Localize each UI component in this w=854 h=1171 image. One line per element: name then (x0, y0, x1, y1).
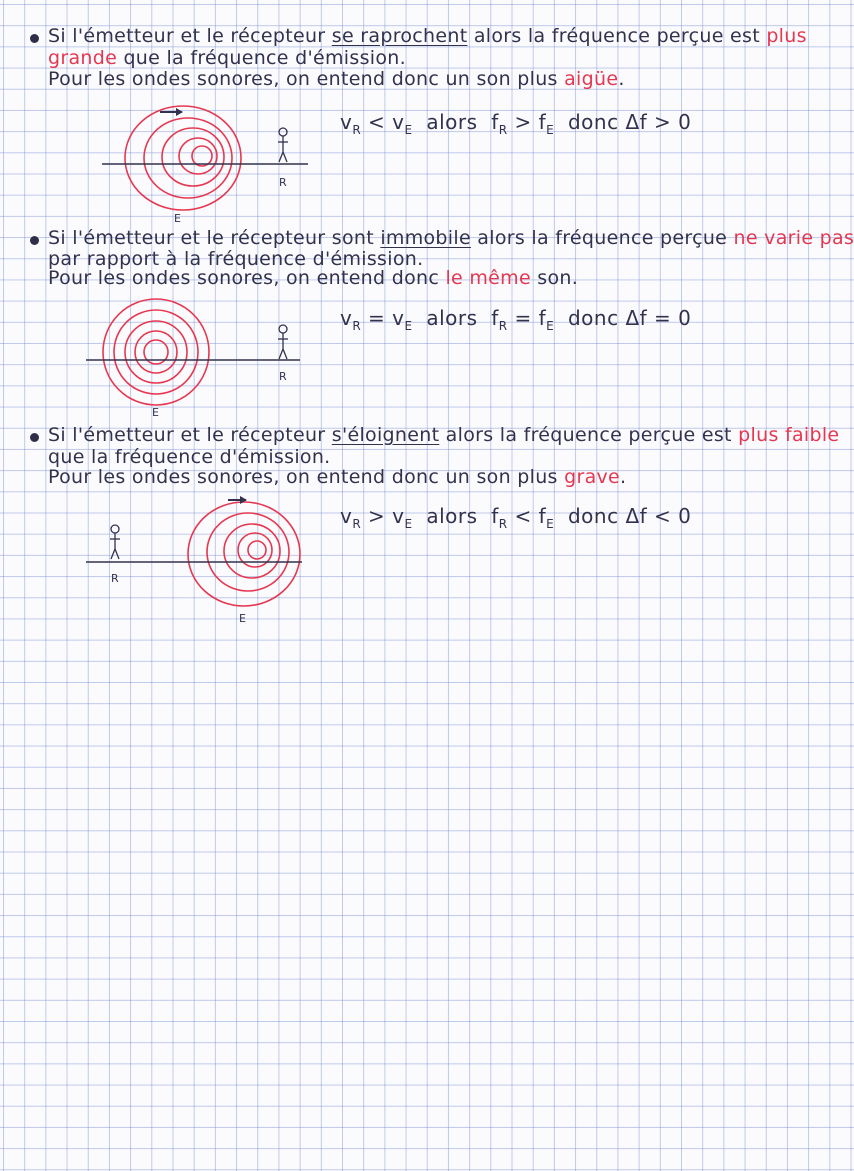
wavefront-rings (125, 106, 241, 210)
highlight-red: grande (48, 47, 118, 69)
bullet-point (30, 34, 39, 43)
text-line: Pour les ondes sonores, on entend donc le même son. (48, 267, 579, 289)
wave-ring (248, 541, 266, 559)
doppler-diagram-recede (82, 490, 322, 625)
highlight-red: le même (445, 267, 531, 289)
text-line: que la fréquence d'émission. (48, 446, 331, 468)
doppler-diagram-approach (90, 100, 330, 225)
wavefront-rings (103, 299, 209, 405)
receiver-person-icon (278, 325, 288, 359)
text-line: Pour les ondes sonores, on entend donc un son plus grave. (48, 466, 627, 488)
underlined-term: se raprochent (331, 25, 468, 47)
highlight-red: ne varie pas (733, 227, 854, 249)
receiver-label: R (279, 370, 287, 383)
text-line: Pour les ondes sonores, on entend donc un son plus aigüe. (48, 68, 625, 90)
bullet-point (30, 433, 39, 442)
doppler-formula: $v_R > v_E$ alors $f_R < f_E$ donc Δf < 0 (340, 504, 692, 531)
wave-ring (135, 331, 177, 373)
text-line: Si l'émetteur et le récepteur sont immobile alors la fréquence perçue ne varie pas (48, 227, 854, 249)
highlight-red: plus (766, 25, 807, 47)
doppler-diagram-immobile (82, 296, 322, 421)
doppler-formula: $v_R = v_E$ alors $f_R = f_E$ donc Δf = 0 (340, 306, 692, 333)
emitter-label: E (152, 406, 159, 419)
receiver-person-icon (110, 525, 120, 559)
text-line: grande que la fréquence d'émission. (48, 47, 406, 69)
text-line: Si l'émetteur et le récepteur s'éloignent alors la fréquence perçue est plus faible (48, 424, 840, 446)
wave-ring (114, 310, 198, 394)
emitter-label: E (239, 612, 246, 625)
highlight-red: grave (564, 466, 621, 488)
wave-ring (103, 299, 209, 405)
wave-ring (162, 128, 224, 186)
highlight-red: aigüe (564, 68, 619, 90)
text-line: Si l'émetteur et le récepteur se raprochent alors la fréquence perçue est plus (48, 25, 807, 47)
bullet-point (30, 236, 39, 245)
receiver-label: R (279, 176, 287, 189)
wave-ring (192, 146, 212, 166)
wavefront-rings (188, 502, 300, 606)
underlined-term: s'éloignent (331, 424, 440, 446)
text-line: par rapport à la fréquence d'émission. (48, 248, 424, 270)
highlight-red: plus faible (738, 424, 840, 446)
receiver-person-icon (278, 128, 288, 162)
emitter-label: E (174, 212, 181, 225)
underlined-term: immobile (380, 227, 471, 249)
receiver-label: R (111, 572, 119, 585)
doppler-formula: $v_R < v_E$ alors $f_R > f_E$ donc Δf > 0 (340, 110, 692, 137)
